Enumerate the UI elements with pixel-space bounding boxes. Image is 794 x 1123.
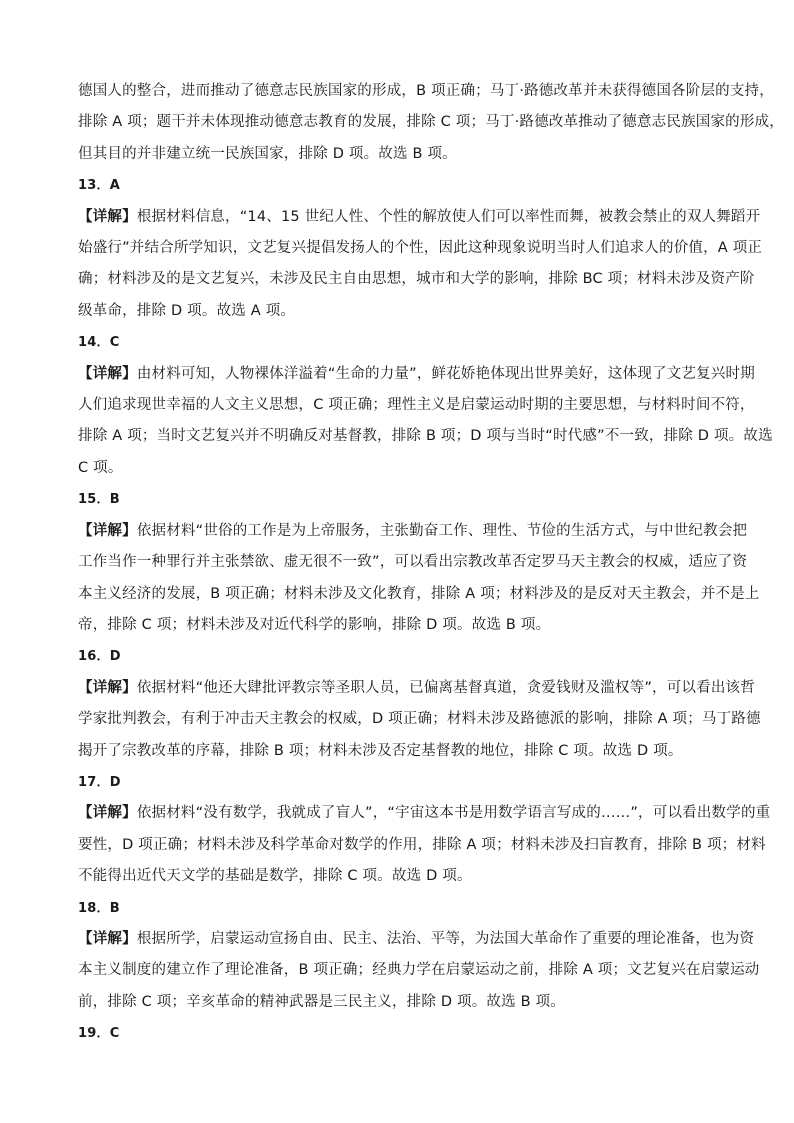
- text-line: 【详解】依据材料“世俗的工作是为上帝服务，主张勤奋工作、理性、节俭的生活方式，与中世纪教会把: [78, 522, 748, 539]
- text-line: 学家批判教会，有利于冲击天主教会的权威，D 项正确；材料未涉及路德派的影响，排除 A 项；马丁路德: [78, 711, 761, 728]
- text-line: C 项。: [78, 459, 123, 476]
- answer-number: 14．C: [78, 335, 120, 351]
- answer-item: [78, 484, 760, 641]
- text-line: 不能得出近代天文学的基础是数学，排除 C 项。故选 D 项。: [78, 868, 472, 885]
- detail-tag: 【详解】: [78, 365, 137, 382]
- answer-number: 18．B: [78, 900, 120, 916]
- answer-item: [78, 767, 771, 893]
- answer-item: [78, 170, 763, 327]
- text-line: 【详解】依据材料“没有数学，我就成了盲人”，“宇宙这本书是用数学语言写成的……”，可以看出数学的重: [78, 805, 771, 822]
- text-line: 本主义制度的建立作了理论准备，B 项正确；经典力学在启蒙运动之前，排除 A 项；文艺复兴在启蒙运动: [78, 962, 760, 979]
- text-line: 确；材料涉及的是文艺复兴，未涉及民主自由思想，城市和大学的影响，排除 BC 项；材料未涉及资产阶: [78, 271, 755, 288]
- text-line: 人们追求现世幸福的人文主义思想，C 项正确；理性主义是启蒙运动时期的主要思想，与材料时间不符，: [78, 397, 755, 414]
- detail-tag: 【详解】: [78, 208, 137, 225]
- text-line: 【详解】依据材料“他还大肆批评教宗等圣职人员，已偏离基督真道，贪爱钱财及滥权等”，可以看出该哲: [78, 679, 755, 696]
- text-line: 前，排除 C 项；辛亥革命的精神武器是三民主义，排除 D 项。故选 B 项。: [78, 993, 565, 1010]
- text-line: 【详解】根据所学，启蒙运动宣扬自由、民主、法治、平等，为法国大革命作了重要的理论准备，也为资: [78, 930, 755, 947]
- text-line: 但其目的并非建立统一民族国家，排除 D 项。故选 B 项。: [78, 145, 457, 162]
- text-line: 工作当作一种罪行并主张禁欲、虚无很不一致”，可以看出宗教改革否定罗马天主教会的权威，适应了资: [78, 554, 748, 571]
- document-page: [78, 76, 784, 1050]
- answer-number: 15．B: [78, 492, 120, 508]
- answer-number: 19．C: [78, 1026, 120, 1042]
- text-line: 帝，排除 C 项；材料未涉及对近代科学的影响，排除 D 项。故选 B 项。: [78, 616, 551, 633]
- text-line: 【详解】由材料可知，人物裸体洋溢着“生命的力量”，鲜花娇艳体现出世界美好，这体现了文艺复兴时期: [78, 365, 755, 382]
- text-line: 本主义经济的发展，B 项正确；材料未涉及文化教育，排除 A 项；材料涉及的是反对天主教会，并不是上: [78, 585, 760, 602]
- text-line: 排除 A 项；当时文艺复兴并不明确反对基督教，排除 B 项；D 项与当时“时代感”不一致，排除 D 项。故选: [78, 428, 773, 445]
- text-line: 德国人的整合，进而推动了德意志民族国家的形成，B 项正确；马丁·路德改革并未获得德国各阶层的支持，: [78, 83, 774, 99]
- detail-tag: 【详解】: [78, 679, 137, 696]
- answer-item: [78, 641, 761, 767]
- answer-item: [78, 893, 760, 1019]
- detail-tag: 【详解】: [78, 522, 137, 539]
- answer-item: [78, 327, 773, 484]
- text-line: 排除 A 项；题干并未体现推动德意志教育的发展，排除 C 项；马丁·路德改革推动了德意志民族国家的形成，: [78, 114, 784, 131]
- text-line: 【详解】根据材料信息，“14、15 世纪人性、个性的解放使人们可以率性而舞，被教会禁止的双人舞蹈开: [78, 208, 761, 225]
- text-line: 要性，D 项正确；材料未涉及科学革命对数学的作用，排除 A 项；材料未涉及扫盲教育，排除 B 项；材料: [78, 836, 766, 853]
- answer-number: 16．D: [78, 649, 121, 665]
- intro-paragraph: [78, 76, 784, 170]
- detail-tag: 【详解】: [78, 805, 137, 822]
- answer-item: [78, 1018, 718, 1049]
- text-line: 级革命，排除 D 项。故选 A 项。: [78, 302, 296, 319]
- text-line: 始盛行”并结合所学知识，文艺复兴提倡发扬人的个性，因此这种现象说明当时人们追求人的价值，A 项正: [78, 240, 763, 257]
- detail-tag: 【详解】: [78, 930, 137, 947]
- answer-number: 17．D: [78, 774, 121, 790]
- text-line: 揭开了宗教改革的序幕，排除 B 项；材料未涉及否定基督教的地位，排除 C 项。故选 D 项。: [78, 742, 683, 759]
- answer-number: 13．A: [78, 178, 120, 194]
